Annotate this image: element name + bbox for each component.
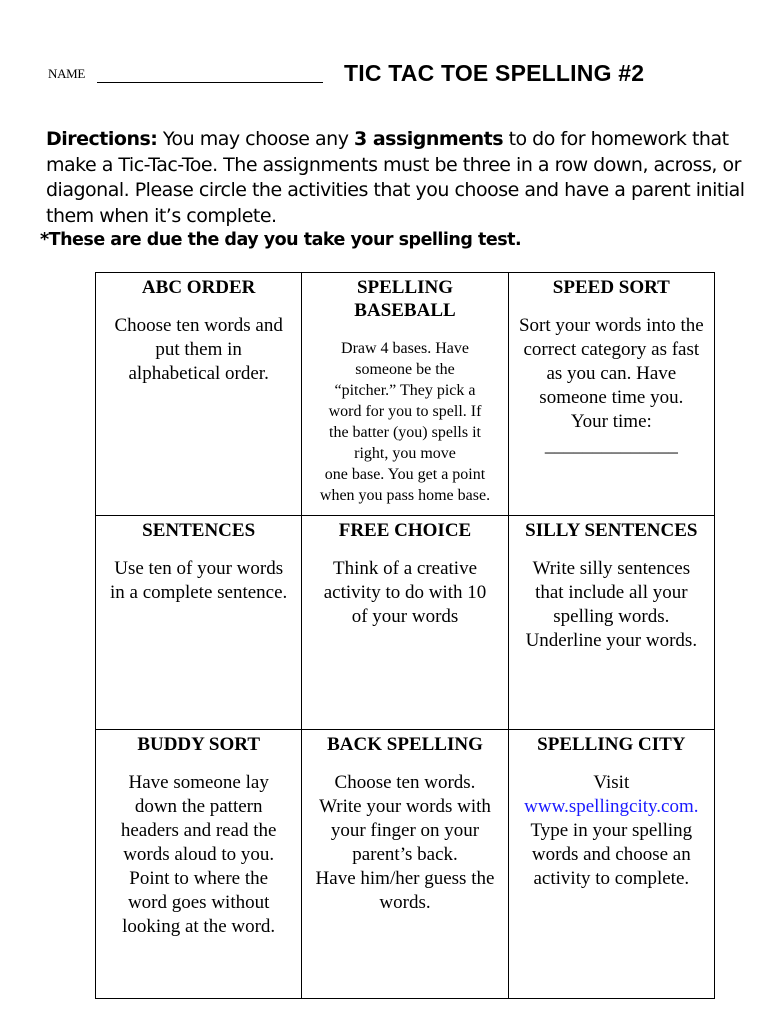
tic-tac-toe-grid [95,272,715,999]
cell-instructions-visit: Visit [593,772,630,793]
cell-instructions: Sort your words into the correct category as fast as you can. Have someone time you. Your time: ______________ [518,315,704,456]
name-label: NAME [48,66,86,81]
grid-cell-abc-order[interactable] [96,273,302,516]
cell-instructions: Use ten of your words in a complete sentence. [110,558,288,603]
cell-instructions: Draw 4 bases. Have someone be the “pitcher.” They pick a word for you to spell. If the batter (you) spells it right, you move one base. You get a point when you pass home base. [319,340,491,504]
spellingcity-link[interactable]: www.spellingcity.com. [524,796,699,817]
cell-instructions [513,771,710,891]
cell-title: FREE CHOICE [338,520,472,541]
grid-cell-sentences[interactable] [96,516,302,730]
grid-cell-free-choice[interactable] [302,516,508,730]
name-blank-line[interactable] [97,82,323,83]
cell-title: SPEED SORT [552,277,670,298]
cell-instructions: Choose ten words and put them in alphabetical order. [114,315,283,384]
cell-title: SPELLING CITY [537,734,686,755]
cell-instructions: Have someone lay down the pattern headers and read the words aloud to you. Point to where the word goes without looking at the word. [120,772,277,937]
grid-cell-speed-sort[interactable] [508,273,714,516]
grid-cell-buddy-sort[interactable] [96,730,302,999]
cell-title: BUDDY SORT [137,734,260,755]
grid-cell-spelling-city[interactable] [508,730,714,999]
directions-emphasis: 3 assignments [354,128,504,150]
directions-paragraph [46,127,761,229]
due-note: *These are due the day you take your spelling test. [40,230,522,250]
cell-title: ABC ORDER [141,277,256,298]
directions-text-before: You may choose any [157,128,354,150]
worksheet-title: TIC TAC TOE SPELLING #2 [344,60,645,86]
cell-instructions: Write silly sentences that include all your spelling words. Underline your words. [525,558,698,651]
cell-title: SENTENCES [142,520,256,541]
cell-title: SPELLING BASEBALL [354,277,456,321]
cell-title: BACK SPELLING [327,734,483,755]
directions-text-after: to do for homework that make a Tic-Tac-Toe. The assignments must be three in a row down, across, or diagonal. Please circle the activities that you choose and have a parent initial them when it’s complete. [46,128,745,227]
cell-title: SILLY SENTENCES [525,520,698,541]
grid-cell-silly-sentences[interactable] [508,516,714,730]
cell-instructions: Choose ten words. Write your words with your finger on your parent’s back. Have him/her guess the words. [315,772,495,913]
directions-label: Directions: [46,128,158,150]
grid-cell-spelling-baseball[interactable] [302,273,508,516]
cell-instructions-rest: Type in your spelling words and choose an activity to complete. [530,820,693,889]
cell-instructions: Think of a creative activity to do with 10 of your words [323,558,487,627]
grid-cell-back-spelling[interactable] [302,730,508,999]
